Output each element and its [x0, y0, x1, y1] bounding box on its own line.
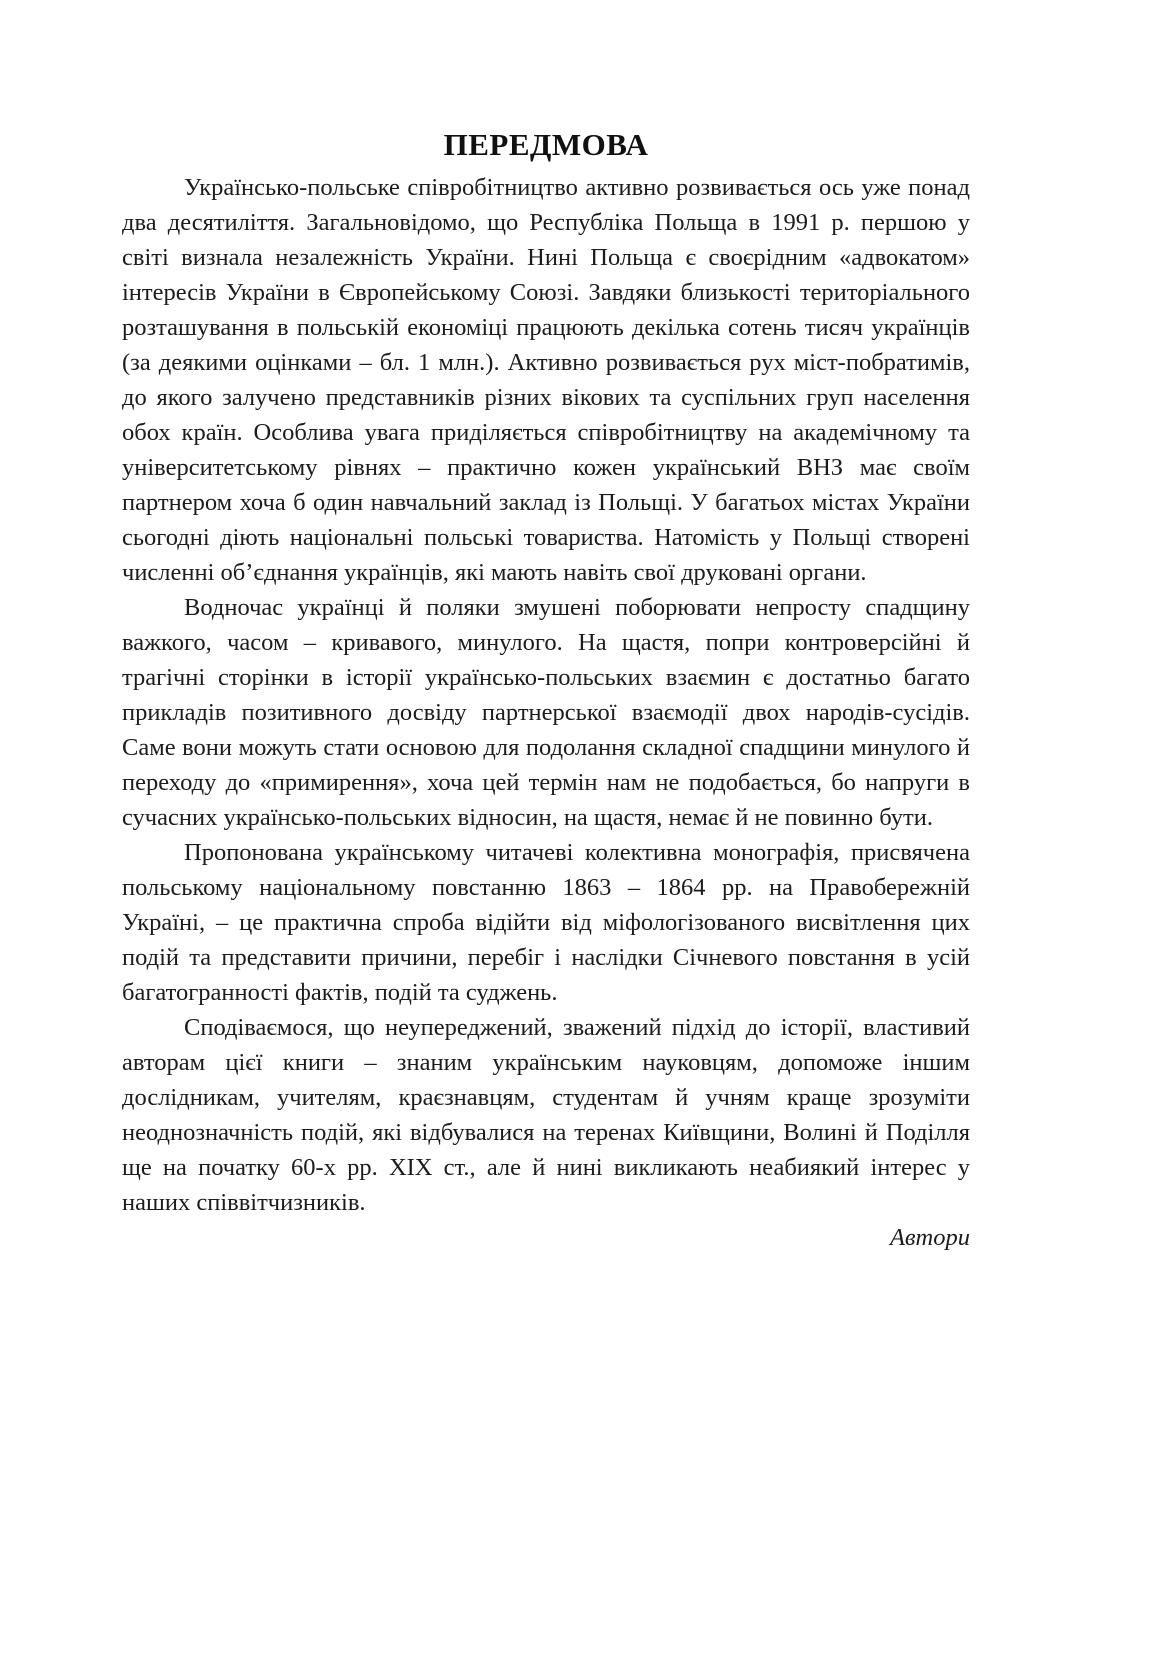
paragraph-4: Сподіваємося, що неупереджений, зважений підхід до історії, властивий авторам цієї книги – знаним українським науковцям, допоможе іншим дослідникам, учителям, краєзнавцям, студентам й учням краще зрозуміти неоднозначність подій, які відбувалися на теренах Київщини, Волині й Поділля ще на початку 60-х рр. XIX ст., але й нині викликають неабиякий інтерес у наших співвітчизників. — [122, 1014, 970, 1216]
page-title: ПЕРЕДМОВА — [443, 127, 649, 162]
author-signature: Автори — [889, 1224, 970, 1251]
paragraph-2: Водночас українці й поляки змушені поборювати непросту спадщину важкого, часом – кривавого, минулого. На щастя, попри контроверсійні й трагічні сторінки в історії українсько-польських взаємин є достатньо багато прикладів позитивного досвіду партнерської взаємодії двох народів-сусідів. Саме вони можуть стати основою для подолання складної спадщини минулого й переходу до «примирення», хоча цей термін нам не подобається, бо напруги в сучасних українсько-польських відносин, на щастя, немає й не повинно бути. — [122, 594, 970, 831]
paragraph-3: Пропонована українському читачеві колективна монографія, присвячена польському національному повстанню 1863 – 1864 рр. на Правобережній Україні, – це практична спроба відійти від міфологізованого висвітлення цих подій та представити причини, перебіг і наслідки Січневого повстання в усій багатогранності фактів, подій та суджень. — [122, 839, 970, 1006]
paragraph-1: Українсько-польське співробітництво активно розвивається ось уже понад два десятиліття. Загальновідомо, що Республіка Польща в 1991 р. першою у світі визнала незалежність України. Нині Польща є своєрідним «адвокатом» інтересів України в Європейському Союзі. Завдяки близькості територіального розташування в польській економіці працюють декілька сотень тисяч українців (за деякими оцінками – бл. 1 млн.). Активно розвивається рух міст-побратимів, до якого залучено представників різних вікових та суспільних груп населення обох країн. Особлива увага приділяється співробітництву на академічному та університетському рівнях – практично кожен український ВНЗ має своїм партнером хоча б один навчальний заклад із Польщі. У багатьох містах України сьогодні діють національні польські товариства. Натомість у Польщі створені численні об’єднання українців, які мають навіть свої друковані органи. — [122, 174, 970, 586]
